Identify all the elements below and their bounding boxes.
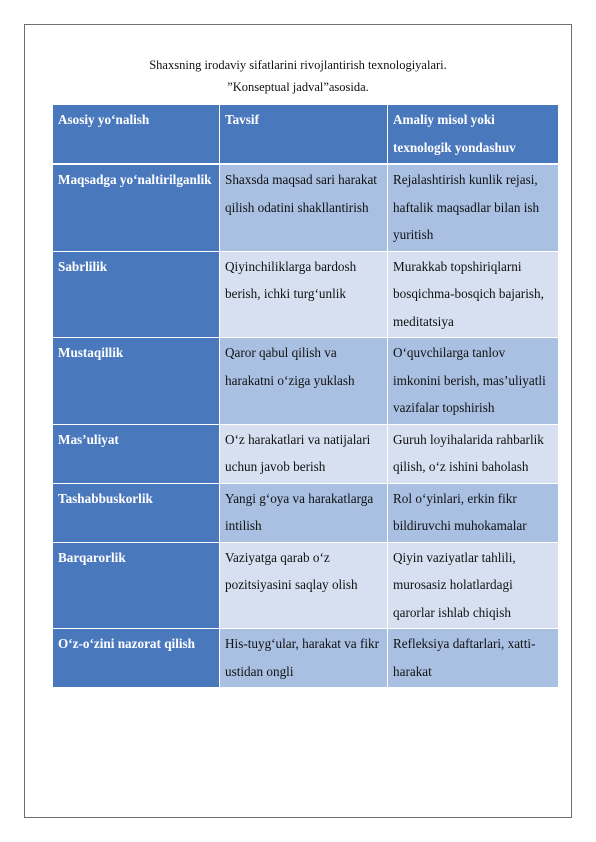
table-header-row [53, 105, 559, 165]
concept-table [52, 104, 559, 688]
row-description-cell: O‘z harakatlari va natijalari uchun javob berish [220, 424, 388, 483]
row-example-cell: Qiyin vaziyatlar tahlili, murosasiz holatlardagi qarorlar ishlab chiqish [388, 542, 559, 629]
row-description-cell: Qaror qabul qilish va harakatni o‘ziga yuklash [220, 338, 388, 425]
row-example-cell: Rejalashtirish kunlik rejasi, haftalik maqsadlar bilan ish yuritish [388, 164, 559, 251]
row-direction-cell: O‘z-o‘zini nazorat qilish [53, 629, 220, 688]
row-description-cell: Yangi g‘oya va harakatlarga intilish [220, 483, 388, 542]
column-header-example: Amaliy misol yoki texnologik yondashuv [388, 105, 559, 165]
table-row [53, 424, 559, 483]
row-direction-cell: Barqarorlik [53, 542, 220, 629]
row-example-cell: Rol o‘yinlari, erkin fikr bildiruvchi muhokamalar [388, 483, 559, 542]
row-description-cell: Vaziyatga qarab o‘z pozitsiyasini saqlay olish [220, 542, 388, 629]
table-row [53, 629, 559, 688]
row-description-cell: Shaxsda maqsad sari harakat qilish odatini shakllantirish [220, 164, 388, 251]
document-subtitle: ”Konseptual jadval”asosida. [227, 80, 369, 94]
row-example-cell: Guruh loyihalarida rahbarlik qilish, o‘z ishini baholash [388, 424, 559, 483]
row-description-cell: His-tuyg‘ular, harakat va fikr ustidan ongli [220, 629, 388, 688]
row-example-cell: O‘quvchilarga tanlov imkonini berish, mas’uliyatli vazifalar topshirish [388, 338, 559, 425]
table-row [53, 164, 559, 251]
row-description-cell: Qiyinchiliklarga bardosh berish, ichki turg‘unlik [220, 251, 388, 338]
document-title: Shaxsning irodaviy sifatlarini rivojlantirish texnologiyalari. [149, 58, 447, 72]
table-row [53, 251, 559, 338]
table-row [53, 483, 559, 542]
row-direction-cell: Mas’uliyat [53, 424, 220, 483]
column-header-direction: Asosiy yo‘nalish [53, 105, 220, 165]
row-example-cell: Refleksiya daftarlari, xatti-harakat [388, 629, 559, 688]
table-row [53, 338, 559, 425]
row-direction-cell: Sabrlilik [53, 251, 220, 338]
column-header-description: Tavsif [220, 105, 388, 165]
row-direction-cell: Mustaqillik [53, 338, 220, 425]
row-example-cell: Murakkab topshiriqlarni bosqichma-bosqich bajarish, meditatsiya [388, 251, 559, 338]
table-row [53, 542, 559, 629]
row-direction-cell: Maqsadga yo‘naltirilganlik [53, 164, 220, 251]
row-direction-cell: Tashabbuskorlik [53, 483, 220, 542]
